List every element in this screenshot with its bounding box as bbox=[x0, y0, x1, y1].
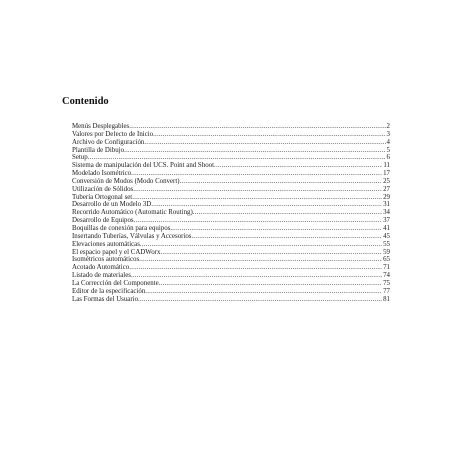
toc-dot-leader bbox=[140, 241, 382, 249]
toc-entry-page-number: 41 bbox=[383, 224, 390, 232]
toc-entry-page-number: 59 bbox=[383, 248, 390, 256]
toc-entry-label: Modelado Isométrico bbox=[72, 170, 132, 178]
toc-entry-label: Desarrollo de Equipos bbox=[72, 217, 134, 225]
toc-entry-page-number: 6 bbox=[386, 154, 390, 162]
toc-dot-leader bbox=[132, 194, 382, 202]
toc-entry-page-number: 34 bbox=[383, 209, 390, 217]
toc-entry-page-number: 25 bbox=[383, 177, 390, 185]
toc-dot-leader bbox=[138, 296, 382, 304]
toc-entry-label: Menús Desplegables bbox=[72, 123, 130, 130]
toc-entry[interactable] bbox=[72, 256, 390, 264]
toc-dot-leader bbox=[134, 217, 382, 225]
toc-entry[interactable] bbox=[72, 162, 390, 170]
toc-entry-label: La Corrección del Componente bbox=[72, 279, 159, 287]
toc-entry-label: Las Formas del Usuario bbox=[72, 295, 139, 303]
toc-entry-page-number: 71 bbox=[383, 264, 390, 272]
toc-entry[interactable] bbox=[72, 139, 390, 147]
toc-entry-label: Conversión de Modos (Modo Convert) bbox=[72, 177, 180, 185]
toc-dot-leader bbox=[172, 225, 382, 233]
toc-entry-label: Acotado Automático bbox=[72, 264, 130, 272]
toc-entry-page-number: 55 bbox=[383, 240, 390, 248]
toc-entry[interactable] bbox=[72, 241, 390, 249]
toc-entry-label: Isométricos automáticos bbox=[72, 256, 140, 264]
toc-entry-label: Sistema de manipulación del UCS. Point and Shoot bbox=[72, 162, 215, 170]
toc-entry-page-number: 29 bbox=[383, 193, 390, 201]
toc-dot-leader bbox=[88, 154, 386, 162]
toc-dot-leader bbox=[153, 131, 385, 139]
toc-entry-page-number: 81 bbox=[383, 295, 390, 303]
toc-entry-label: Plantilla de Dibujo bbox=[72, 146, 125, 154]
toc-entry[interactable] bbox=[72, 225, 390, 233]
toc-entry[interactable] bbox=[72, 186, 390, 194]
toc-entry-label: Archivo de Configuración bbox=[72, 138, 145, 146]
toc-title: Contenido bbox=[62, 96, 109, 107]
toc-entry-label: Boquillas de conexión para equipos. bbox=[72, 224, 173, 232]
toc-entry-page-number: 31 bbox=[383, 201, 390, 209]
toc-entry[interactable] bbox=[72, 249, 390, 257]
toc-entry-label: Insertando Tuberías, Válvulas y Accesorios bbox=[72, 232, 192, 240]
toc-entry-label: Editor de la especificación bbox=[72, 287, 146, 295]
toc-entry-page-number: 45 bbox=[383, 232, 390, 240]
toc-entry-page-number: 37 bbox=[383, 217, 390, 225]
toc-entry-page-number: 74 bbox=[383, 272, 390, 280]
toc-dot-leader bbox=[180, 178, 383, 186]
toc-dot-leader bbox=[192, 233, 383, 241]
toc-dot-leader bbox=[131, 170, 382, 178]
toc-dot-leader bbox=[129, 264, 382, 272]
toc-entry[interactable] bbox=[72, 201, 390, 209]
toc-entry-label: Elevaciones automáticas bbox=[72, 240, 140, 248]
toc-entry-label: El espacio papel y el CADWorx bbox=[72, 248, 161, 256]
toc-entry[interactable] bbox=[72, 178, 390, 186]
toc-entry[interactable] bbox=[72, 209, 390, 217]
toc-dot-leader bbox=[133, 186, 382, 194]
toc-entry-page-number: 77 bbox=[383, 287, 390, 295]
toc-dot-leader bbox=[124, 147, 385, 155]
toc-dot-leader bbox=[144, 139, 385, 147]
toc-entry[interactable] bbox=[72, 264, 390, 272]
toc-dot-leader bbox=[214, 162, 382, 170]
toc-dot-leader bbox=[129, 123, 385, 131]
toc-entry-label: Valores por Defecto de Inicio bbox=[72, 130, 154, 138]
toc-entry-page-number: 27 bbox=[383, 185, 390, 193]
toc-entry[interactable] bbox=[72, 194, 390, 202]
toc-dot-leader bbox=[131, 272, 382, 280]
toc-entry-page-number: 3 bbox=[386, 130, 390, 138]
toc-dot-leader bbox=[160, 249, 382, 257]
toc-entry-label: Recorrido Automático (Automatic Routing) bbox=[72, 209, 193, 217]
toc-entry-page-number: 5 bbox=[386, 146, 390, 154]
toc-entry-label: Utilización de Sólidos bbox=[72, 185, 134, 193]
toc-entry[interactable] bbox=[72, 131, 390, 139]
toc-entry[interactable] bbox=[72, 233, 390, 241]
toc-entry-label: Tubería Ortogonal set bbox=[72, 193, 133, 201]
toc-dot-leader bbox=[151, 201, 382, 209]
toc-entry[interactable] bbox=[72, 147, 390, 155]
toc-dot-leader bbox=[193, 209, 382, 217]
toc-entry[interactable] bbox=[72, 170, 390, 178]
toc-entry-label: Desarrollo de un Modelo 3D bbox=[72, 201, 152, 209]
toc-entry-page-number: 4 bbox=[386, 138, 390, 146]
table-of-contents bbox=[72, 123, 390, 303]
toc-entry-page-number: 2 bbox=[386, 123, 390, 130]
toc-entry-page-number: 17 bbox=[383, 170, 390, 178]
toc-entry-page-number: 75 bbox=[383, 279, 390, 287]
toc-dot-leader bbox=[145, 288, 382, 296]
toc-entry[interactable] bbox=[72, 123, 390, 131]
toc-entry[interactable] bbox=[72, 288, 390, 296]
toc-entry-label: Listado de materiales bbox=[72, 272, 131, 280]
toc-entry[interactable] bbox=[72, 272, 390, 280]
toc-entry-label: Setup bbox=[72, 154, 88, 162]
toc-entry[interactable] bbox=[72, 217, 390, 225]
toc-entry[interactable] bbox=[72, 154, 390, 162]
toc-dot-leader bbox=[139, 256, 382, 264]
toc-dot-leader bbox=[159, 280, 382, 288]
toc-entry[interactable] bbox=[72, 280, 390, 288]
toc-entry-page-number: 11 bbox=[383, 162, 390, 170]
toc-entry[interactable] bbox=[72, 296, 390, 304]
toc-entry-page-number: 65 bbox=[383, 256, 390, 264]
